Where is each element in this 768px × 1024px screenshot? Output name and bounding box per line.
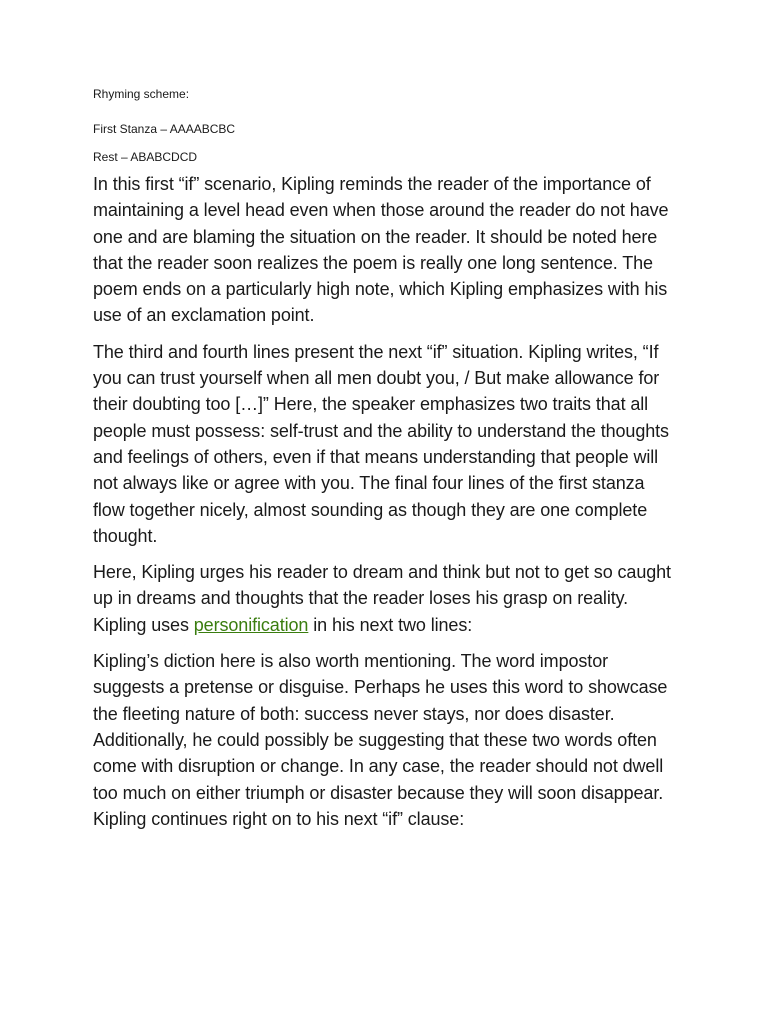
rhyming-scheme-label: Rhyming scheme: xyxy=(93,87,190,101)
paragraph-3-text-before: Here, Kipling urges his reader to dream and think but not to get so caught up in dreams and thoughts that the reader loses his grasp on reality. Kipling uses xyxy=(93,562,671,635)
paragraph-3 xyxy=(93,559,678,638)
document-body xyxy=(93,86,678,842)
paragraph-3-text-after: in his next two lines: xyxy=(308,614,473,635)
paragraph-2: The third and fourth lines present the next “if” situation. Kipling writes, “If you can trust yourself when all men doubt you, / But make allowance for their doubting too […]” Here, the speaker emphasizes two traits that all people must possess: self-trust and the ability to understand the thoughts and feelings of others, even if that means understanding that people will not always like or agree with you. The final four lines of the first stanza flow together nicely, almost sounding as though they are one complete thought. xyxy=(93,341,669,546)
rest-scheme: Rest – ABABCDCD xyxy=(93,150,198,164)
personification-link[interactable]: personification xyxy=(193,614,309,635)
paragraph-4: Kipling’s diction here is also worth mentioning. The word impostor suggests a pretense or disguise. Perhaps he uses this word to showcase the fleeting nature of both: success never stays, nor does disaster. Additionally, he could possibly be suggesting that these two words often come with disruption or change. In any case, the reader should not dwell too much on either triumph or disaster because they will soon disappear. Kipling continues right on to his next “if” clause: xyxy=(93,651,668,829)
first-stanza-scheme: First Stanza – AAAABCBC xyxy=(93,122,236,136)
paragraph-1: In this first “if” scenario, Kipling reminds the reader of the importance of maintaining a level head even when those around the reader do not have one and are blaming the situation on the reader. It should be noted here that the reader soon realizes the poem is really one long sentence. The poem ends on a particularly high note, which Kipling emphasizes with his use of an exclamation point. xyxy=(93,174,669,326)
